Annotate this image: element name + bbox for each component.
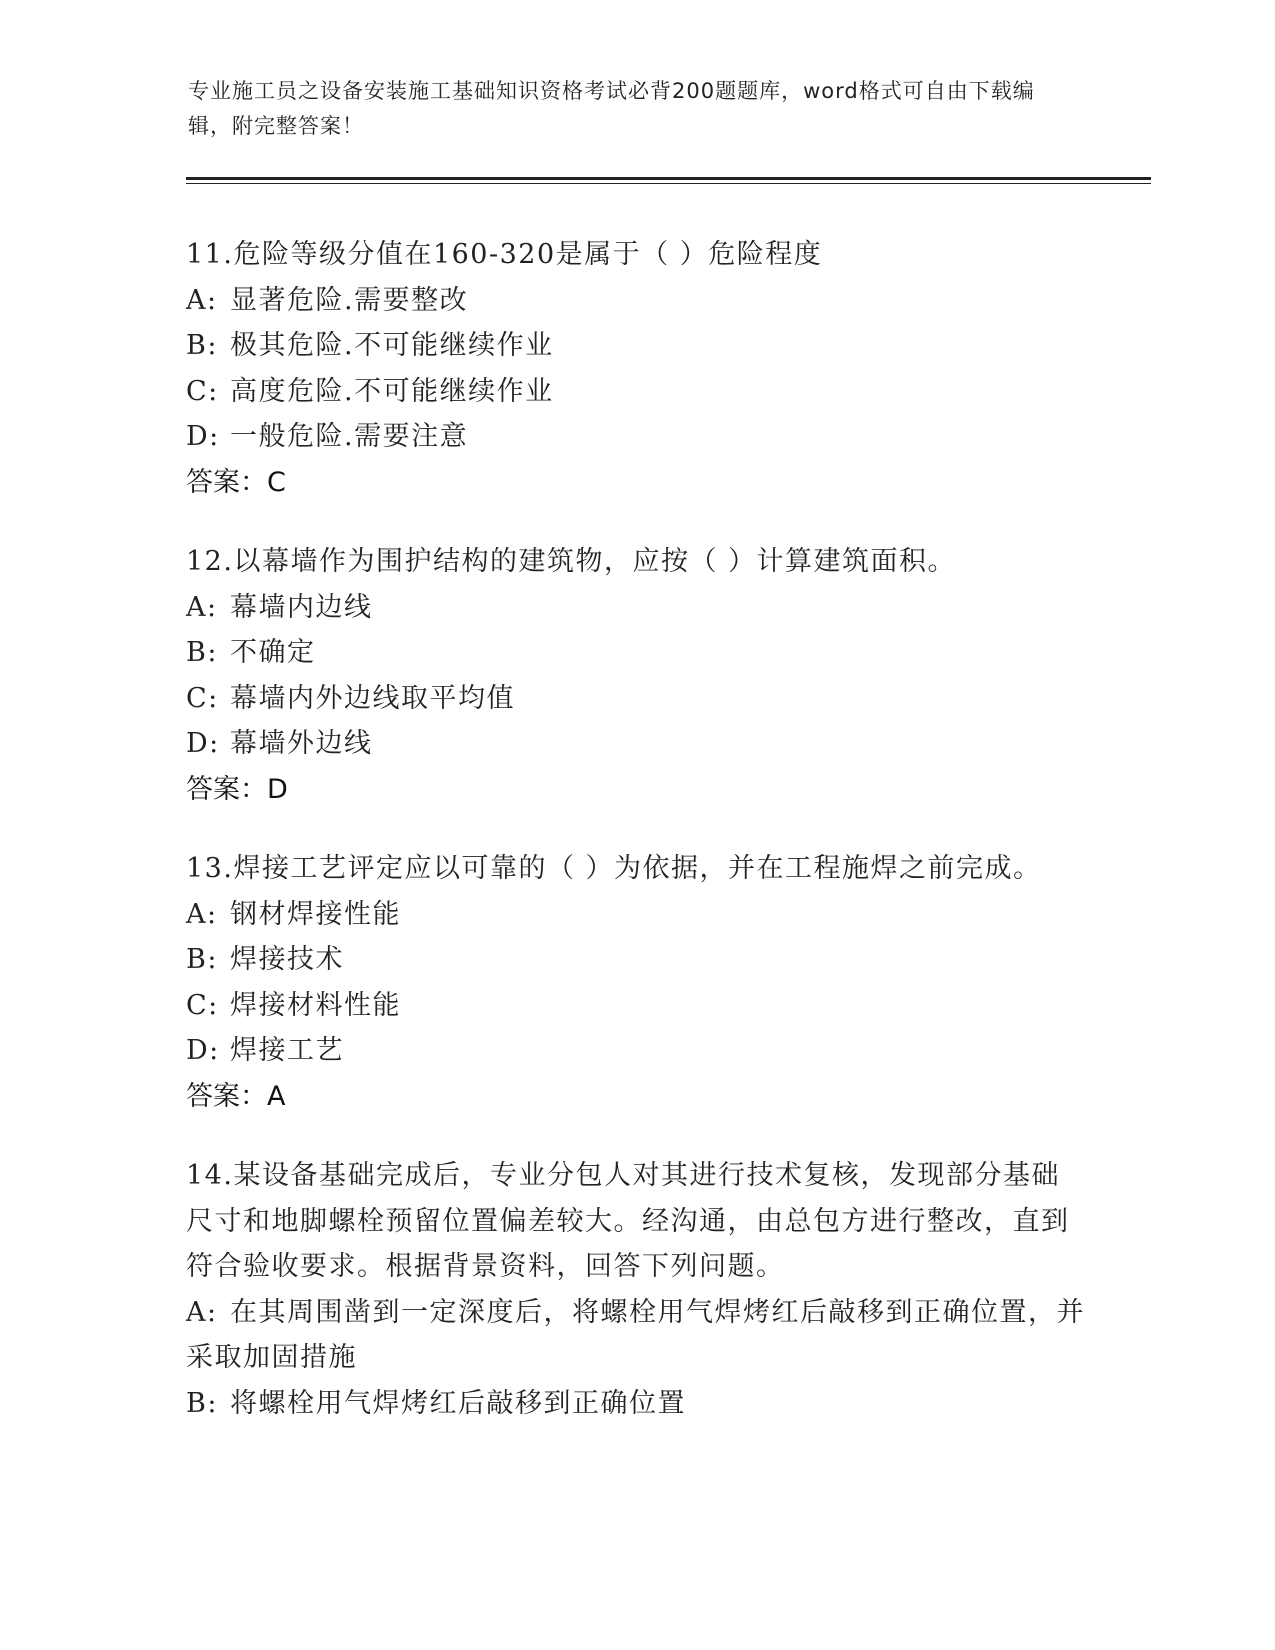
option-a bbox=[186, 892, 1086, 938]
option-text: 将螺栓用气焊烤红后敲移到正确位置 bbox=[230, 1387, 686, 1419]
option-label: C: bbox=[186, 682, 219, 714]
option-text: 不确定 bbox=[230, 637, 316, 668]
option-b bbox=[186, 323, 1086, 369]
option-text: 幕墙内边线 bbox=[230, 591, 373, 623]
option-label: B: bbox=[186, 1387, 218, 1419]
question-list bbox=[186, 232, 1086, 1460]
option-c bbox=[186, 676, 1086, 722]
option-text: 焊接材料性能 bbox=[230, 989, 401, 1021]
option-text: 极其危险.不可能继续作业 bbox=[230, 330, 554, 361]
question-12 bbox=[186, 539, 1086, 812]
option-b bbox=[186, 1381, 1086, 1427]
option-label: A: bbox=[186, 284, 218, 316]
question-stem: 13.焊接工艺评定应以可靠的（ ）为依据，并在工程施焊之前完成。 bbox=[186, 853, 1042, 884]
option-text: 幕墙外边线 bbox=[230, 728, 373, 759]
option-label: D: bbox=[186, 421, 220, 452]
option-b bbox=[186, 937, 1086, 983]
option-label: A: bbox=[186, 1296, 218, 1328]
option-text: 焊接工艺 bbox=[230, 1035, 344, 1066]
option-a bbox=[186, 585, 1086, 631]
question-14 bbox=[186, 1153, 1086, 1426]
option-label: A: bbox=[186, 591, 218, 623]
option-label: C: bbox=[186, 989, 219, 1021]
option-label: D: bbox=[186, 1035, 220, 1066]
answer-line: 答案：D bbox=[186, 773, 288, 805]
question-11 bbox=[186, 232, 1086, 505]
answer-line: 答案：C bbox=[186, 466, 286, 498]
answer-line: 答案：A bbox=[186, 1080, 286, 1112]
document-header: 专业施工员之设备安装施工基础知识资格考试必背200题题库，word格式可自由下载编辑，附完整答案！ bbox=[188, 79, 1035, 138]
option-text: 钢材焊接性能 bbox=[230, 898, 401, 930]
option-a bbox=[186, 278, 1086, 324]
option-c bbox=[186, 369, 1086, 415]
option-text: 显著危险.需要整改 bbox=[230, 284, 469, 316]
option-label: B: bbox=[186, 637, 218, 668]
option-label: D: bbox=[186, 728, 220, 759]
question-13 bbox=[186, 846, 1086, 1119]
option-d bbox=[186, 721, 1086, 767]
option-a bbox=[186, 1290, 1086, 1381]
option-c bbox=[186, 983, 1086, 1029]
option-text: 一般危险.需要注意 bbox=[230, 421, 469, 452]
option-d bbox=[186, 414, 1086, 460]
option-text: 焊接技术 bbox=[230, 944, 344, 975]
option-text: 幕墙内外边线取平均值 bbox=[230, 682, 515, 714]
option-d bbox=[186, 1028, 1086, 1074]
header-divider-thin bbox=[186, 183, 1151, 184]
option-label: B: bbox=[186, 330, 218, 361]
question-stem: 11.危险等级分值在160-320是属于（ ）危险程度 bbox=[186, 239, 823, 270]
option-label: A: bbox=[186, 898, 218, 930]
question-stem: 14.某设备基础完成后，专业分包人对其进行技术复核，发现部分基础尺寸和地脚螺栓预留位置偏差较大。经沟通，由总包方进行整改，直到符合验收要求。根据背景资料，回答下列问题。 bbox=[186, 1160, 1070, 1282]
question-stem: 12.以幕墙作为围护结构的建筑物，应按（ ）计算建筑面积。 bbox=[186, 546, 957, 577]
option-b bbox=[186, 630, 1086, 676]
option-label: B: bbox=[186, 944, 218, 975]
option-text: 在其周围凿到一定深度后，将螺栓用气焊烤红后敲移到正确位置，并采取加固措施 bbox=[186, 1296, 1085, 1373]
header-divider-thick bbox=[186, 177, 1151, 180]
option-text: 高度危险.不可能继续作业 bbox=[230, 375, 554, 407]
option-label: C: bbox=[186, 375, 219, 407]
